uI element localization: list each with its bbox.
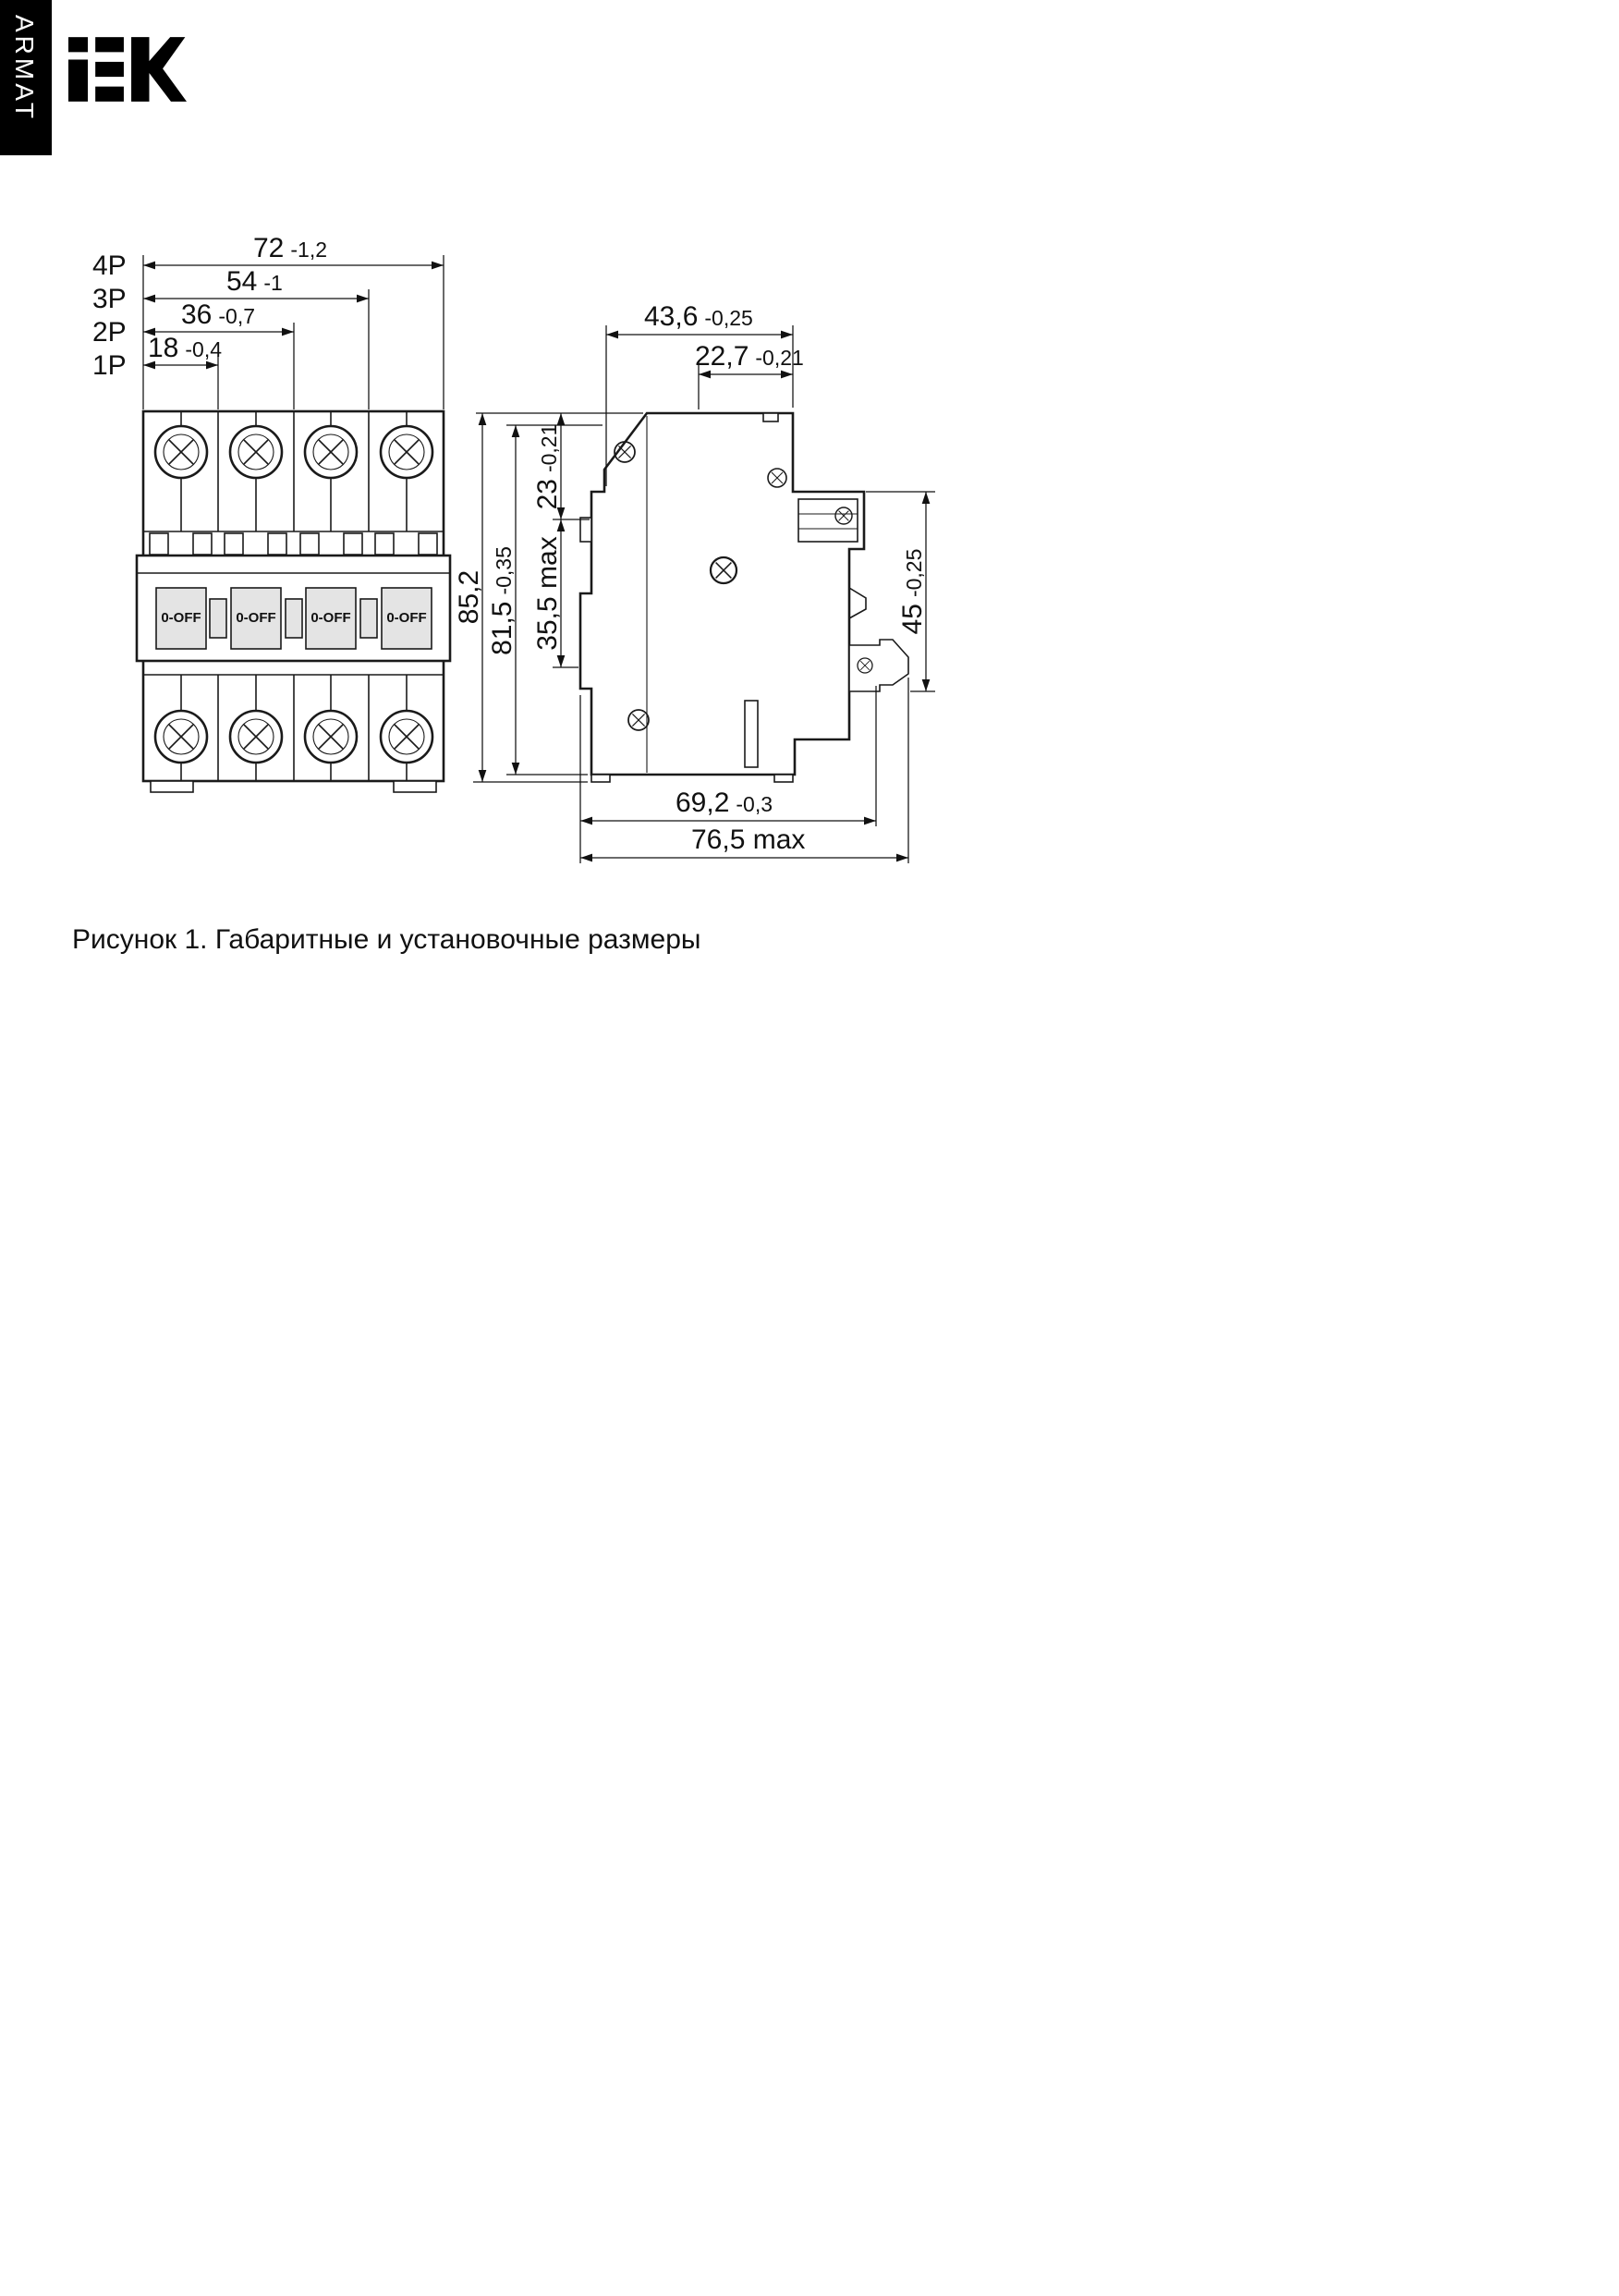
dim-body-height <box>487 425 517 775</box>
front-din-feet <box>151 781 436 792</box>
toggle-switch <box>382 588 432 649</box>
din-latch <box>849 588 866 618</box>
dim-bottom-depth-value: 69,2 -0,3 <box>676 788 773 818</box>
dim-top-width-value: 43,6 -0,25 <box>644 301 753 332</box>
toggle-switch <box>306 588 356 649</box>
pole-count-label-4p: 4P <box>92 250 127 281</box>
dim-top-width <box>606 301 793 335</box>
toggle-switch <box>156 588 206 649</box>
dim-top-height-value: 23-0,21 <box>532 423 563 510</box>
toggle-label: 0-OFF <box>161 610 201 626</box>
toggle-label: 0-OFF <box>236 610 276 626</box>
figure-caption: Рисунок 1. Габаритные и установочные размеры <box>72 924 701 955</box>
toggle-tie-bar <box>286 599 302 638</box>
dim-total-height <box>454 413 484 782</box>
dim-body-height-value: 81,5-0,35 <box>487 546 517 655</box>
dim-max-depth-value: 76,5 max <box>691 824 806 855</box>
brand-vertical-label: ARMAT <box>10 15 39 122</box>
dim-2p-value: 36 -0,7 <box>181 299 256 330</box>
dim-max-depth <box>580 824 908 858</box>
toggle-side-profile <box>580 518 591 542</box>
dim-top-height <box>532 413 563 519</box>
dim-4p-value: 72 -1,2 <box>253 233 328 263</box>
dim-total-height-value: 85,2 <box>454 569 484 625</box>
dim-front-height <box>532 519 563 667</box>
dim-front-height-value: 35,5 max <box>532 536 563 651</box>
toggle-switch <box>231 588 281 649</box>
pole-count-label-2p: 2P <box>92 317 127 348</box>
front-view <box>92 233 450 792</box>
side-outline <box>580 413 864 775</box>
front-dims <box>92 233 444 409</box>
dim-din-recess-value: 45-0,25 <box>897 548 928 635</box>
side-view <box>454 301 935 863</box>
dim-bottom-depth <box>580 788 876 821</box>
dim-upper-width <box>695 341 804 374</box>
pole-count-label-3p: 3P <box>92 284 127 314</box>
toggle-label: 0-OFF <box>386 610 427 626</box>
toggle-label: 0-OFF <box>310 610 351 626</box>
pole-count-label-1p: 1P <box>92 350 127 381</box>
dim-3p-value: 54 -1 <box>226 266 283 297</box>
toggle-tie-bar <box>210 599 226 638</box>
dim-1p-value: 18 -0,4 <box>148 333 223 363</box>
toggle-tie-bar <box>360 599 377 638</box>
front-switch-band <box>137 556 450 661</box>
dim-upper-width-value: 22,7 -0,21 <box>695 341 804 372</box>
